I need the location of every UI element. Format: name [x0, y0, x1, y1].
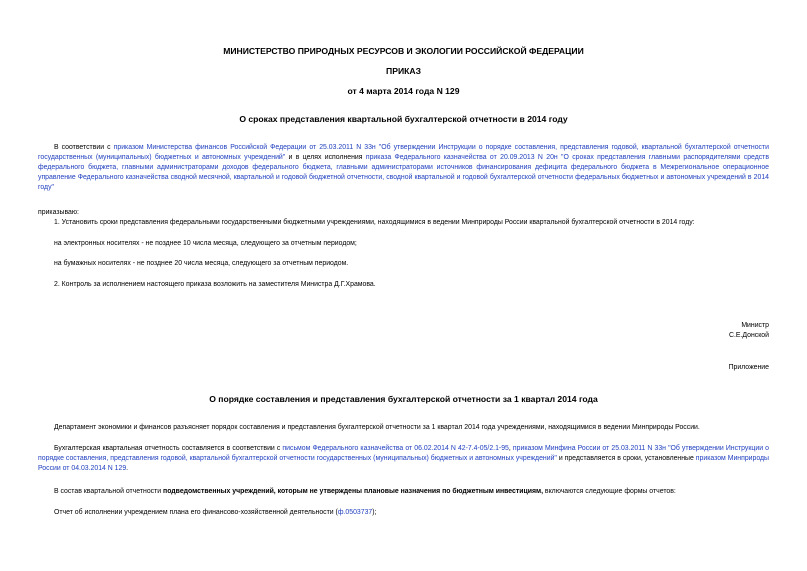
para2-text-d: . — [126, 465, 129, 472]
treasury-20n-link[interactable]: приказа Федерального казначейства от 20.09.2013 N 20н "О сроках представления главными распорядителями средств федерального бюджета, главными администраторами доходов федерального бюджета, главными администраторами источников финансирования дефицита федерального бюджета в Межрегиональное операционное управление Федерального казначейства сводной месячной, квартальной и годовой бюджетной отчетности, сводной квартальной и годовой бухгалтерской отчетности федеральных бюджетных и автономных учреждений в 2014 году" — [38, 154, 769, 191]
para2-text-c: и представляется в сроки, установленные — [556, 455, 696, 462]
electronic-deadline: на электронных носителях - не позднее 10 числа месяца, следующего за отчетным периодом; — [54, 240, 357, 247]
para2-text-a: Бухгалтерская квартальная отчетность составляется в соответствии с — [54, 445, 283, 452]
order-subject: О сроках представления квартальной бухгалтерской отчетности в 2014 году — [239, 114, 568, 124]
para4-text-a: Отчет об исполнении учреждением плана его финансово-хозяйственной деятельности ( — [54, 509, 338, 516]
paper-deadline: на бумажных носителях - не позднее 20 числа месяца, следующего за отчетным периодом. — [54, 260, 349, 267]
appendix-para-3 — [54, 487, 676, 497]
minfin-order-link[interactable]: приказом Минфина России от 25.03.2011 N 33н "Об утверждении Инструкции о порядке составления, представления годовой, квартальной бухгалтерской отчетности государственных (муниципальных) бюджетных и автономных учреждений" — [38, 445, 769, 462]
signature-position: Министр — [741, 322, 769, 329]
ministry-heading: МИНИСТЕРСТВО ПРИРОДНЫХ РЕСУРСОВ И ЭКОЛОГИИ РОССИЙСКОЙ ФЕДЕРАЦИИ — [223, 46, 584, 56]
appendix-para-4 — [54, 508, 376, 518]
appendix-para-2 — [38, 444, 769, 474]
para3-text-b: включаются следующие формы отчетов: — [543, 488, 676, 495]
signature-name: С.Е.Донской — [728, 332, 769, 339]
preamble-text-1: В соответствии с — [54, 144, 114, 151]
appendix-para-1: Департамент экономики и финансов разъясняет порядок составления и представления бухгалтерской отчетности за 1 квартал 2014 года учреждениями, находящимися в ведении Минприроды России. — [54, 424, 700, 431]
preamble-text-2: и в целях исполнения — [285, 154, 366, 161]
doc-type-heading: ПРИКАЗ — [386, 66, 421, 76]
treasury-letter-link[interactable]: письмом Федерального казначейства от 06.02.2014 N 42-7.4-05/2.1-95 — [282, 445, 509, 452]
minfin-33n-link[interactable]: приказом Министерства финансов Российской Федерации от 25.03.2011 N 33н "Об утверждении Инструкции о порядке составления, представления годовой, квартальной бухгалтерской отчетности государственных (муниципальных) бюджетных и автономных учреждений" — [38, 144, 769, 161]
para3-bold-text: подведомственных учреждений, которым не утверждены плановые назначения по бюджетным инвестициям, — [163, 488, 543, 495]
appendix-label: Приложение — [728, 364, 769, 371]
para3-text-a: В состав квартальной отчетности — [54, 488, 164, 495]
para4-text-b: ); — [372, 509, 377, 516]
para2-text-b: , — [508, 445, 513, 452]
order-item-1: 1. Установить сроки представления федеральными государственными бюджетными учреждениями, находящимися в ведении Минприроды России квартальной бухгалтерской отчетности в 2014 году: — [54, 219, 695, 226]
preamble-paragraph — [38, 143, 769, 193]
order-date: от 4 марта 2014 года N 129 — [347, 86, 460, 96]
appendix-title: О порядке составления и представления бухгалтерской отчетности за 1 квартал 2014 года — [209, 394, 598, 404]
prikazyvayu-text: приказываю: — [38, 209, 79, 216]
minprirody-order-link[interactable]: приказом Минприроды России от 04.03.2014 N 129 — [38, 455, 770, 472]
order-item-2: 2. Контроль за исполнением настоящего приказа возложить на заместителя Министра Д.Г.Храмова. — [54, 281, 376, 288]
form-0503737-link[interactable]: ф.0503737 — [337, 509, 373, 516]
